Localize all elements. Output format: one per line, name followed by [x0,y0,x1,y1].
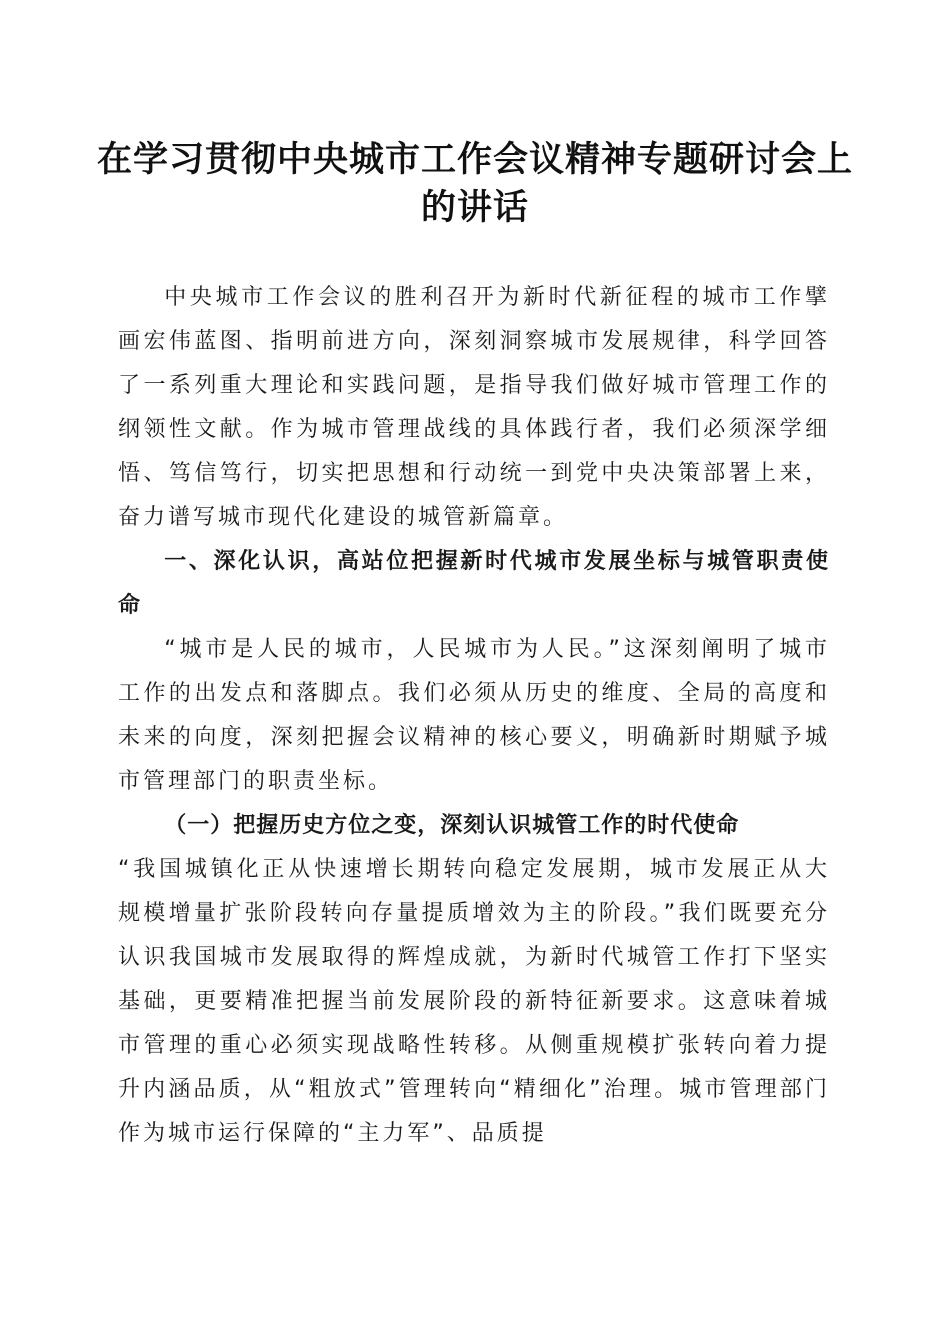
subsection-1-paragraph: “我国城镇化正从快速增长期转向稳定发展期，城市发展正从大规模增量扩张阶段转向存量提质增效为主的阶段。”我们既要充分认识我国城市发展取得的辉煌成就，为新时代城管工作打下坚实基础，更要精准把握当前发展阶段的新特征新要求。这意味着城市管理的重心必须实现战略性转移。从侧重规模扩张转向着力提升内涵品质，从“粗放式”管理转向“精细化”治理。城市管理部门作为城市运行保障的“主力军”、品质提 [118,857,830,1146]
section-1-paragraph: “城市是人民的城市，人民城市为人民。”这深刻阐明了城市工作的出发点和落脚点。我们必须从历史的维度、全局的高度和未来的向度，深刻把握会议精神的核心要义，明确新时期赋予城市管理部门的职责坐标。 [118,637,830,794]
subsection-heading-1: （一）把握历史方位之变，深刻认识城管工作的时代使命 [164,813,740,838]
section-heading-1: 一、深化认识，高站位把握新时代城市发展坐标与城管职责使命 [118,549,830,618]
document-title: 在学习贯彻中央城市工作会议精神专题研讨会上的讲话 [96,139,853,228]
intro-paragraph: 中央城市工作会议的胜利召开为新时代新征程的城市工作擘画宏伟蓝图、指明前进方向，深刻洞察城市发展规律，科学回答了一系列重大理论和实践问题，是指导我们做好城市管理工作的纲领性文献。作为城市管理战线的具体践行者，我们必须深学细悟、笃信笃行，切实把思想和行动统一到党中央决策部署上来，奋力谱写城市现代化建设的城管新篇章。 [118,285,830,530]
document-body [118,276,830,1156]
